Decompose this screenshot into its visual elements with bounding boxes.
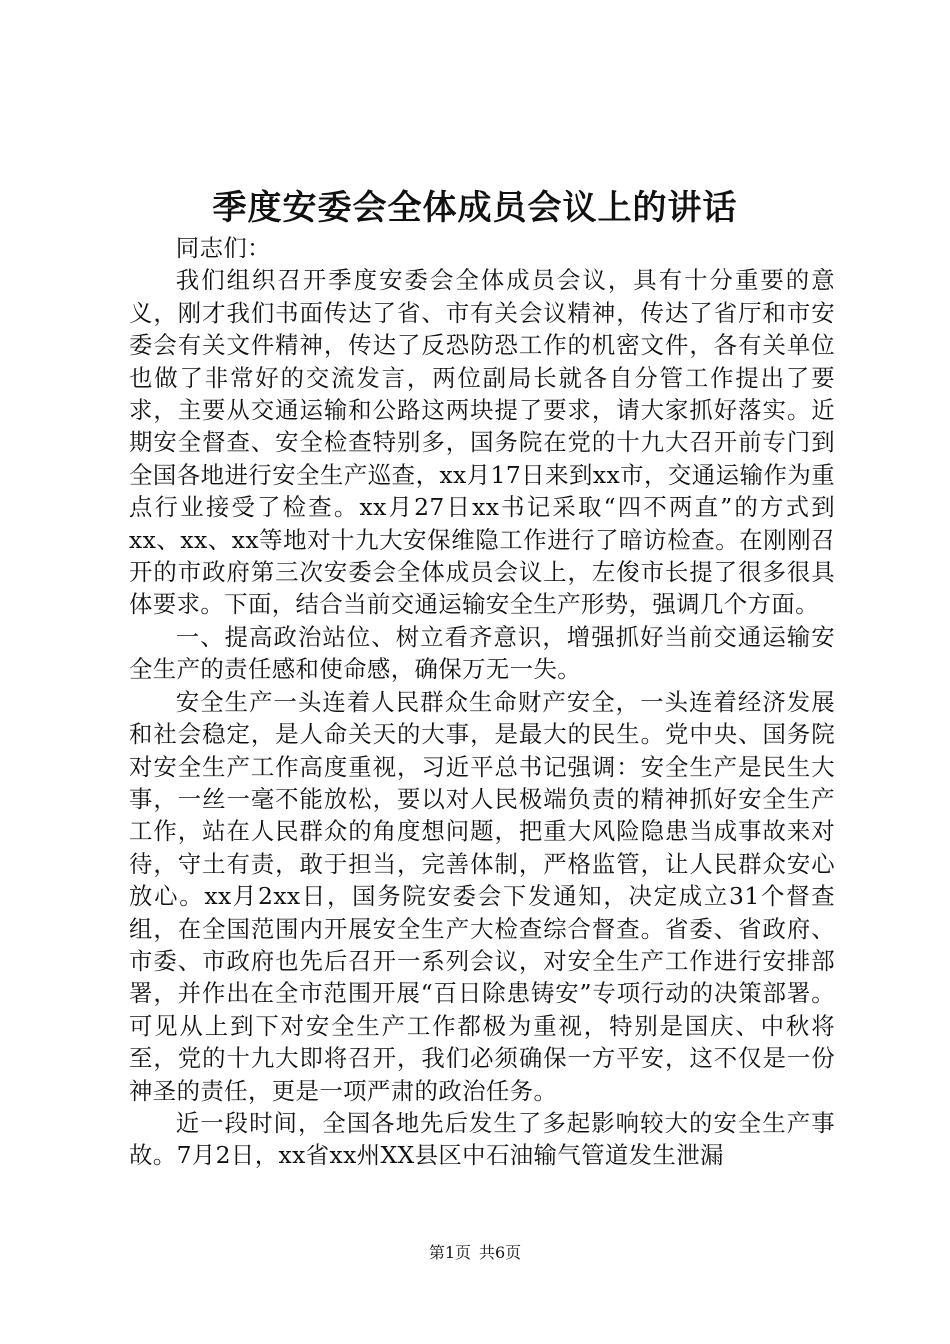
document-title: 季度安委会全体成员会议上的讲话 [212,188,738,228]
page-number: 第1页 [428,1243,471,1262]
section-heading: 一、提高政治站位、树立看齐意识，增强抓好当前交通运输安全生产的责任感和使命感，确保万无一失。 [129,622,835,684]
body-paragraph: 近一段时间，全国各地先后发生了多起影响较大的安全生产事故。7月2日，xx省xx州XX县区中石油输气管道发生泄漏 [129,1108,835,1170]
body-paragraph: 安全生产一头连着人民群众生命财产安全，一头连着经济发展和社会稳定，是人命关天的大事，是最大的民生。党中央、国务院对安全生产工作高度重视，习近平总书记强调：安全生产是民生大事，一丝一毫不能放松，要以对人民极端负责的精神抓好安全生产工作，站在人民群众的角度想问题，把重大风险隐患当成事故来对待，守土有责，敢于担当，完善体制，严格监管，让人民群众安心放心。xx月2xx日，国务院安委会下发通知，决定成立31个督查组，在全国范围内开展安全生产大检查综合督查。省委、省政府、市委、市政府也先后召开一系列会议，对安全生产工作进行安排部署，并作出在全市范围开展“百日除患铸安”专项行动的决策部署。可见从上到下对安全生产工作都极为重视，特别是国庆、中秋将至，党的十九大即将召开，我们必须确保一方平安，这不仅是一份神圣的责任，更是一项严肃的政治任务。 [129,687,835,1105]
body-paragraph: 我们组织召开季度安委会全体成员会议，具有十分重要的意义，刚才我们书面传达了省、市有关会议精神，传达了省厅和市安委会有关文件精神，传达了反恐防恐工作的机密文件，各有关单位也做了非常好的交流发言，两位副局长就各自分管工作提出了要求，主要从交通运输和公路这两块提了要求，请大家抓好落实。近期安全督查、安全检查特别多，国务院在党的十九大召开前专门到全国各地进行安全生产巡查，xx月17日来到xx市，交通运输作为重点行业接受了检查。xx月27日xx书记采取“四不两直”的方式到xx、xx、xx等地对十九大安保维隐工作进行了暗访检查。在刚刚召开的市政府第三次安委会全体成员会议上，左俊市长提了很多很具体要求。下面，结合当前交通运输安全生产形势，强调几个方面。 [129,266,835,619]
page-total: 共6页 [479,1243,522,1262]
salutation: 同志们： [175,234,271,262]
document-body [129,232,835,1172]
page-footer [0,1242,950,1264]
